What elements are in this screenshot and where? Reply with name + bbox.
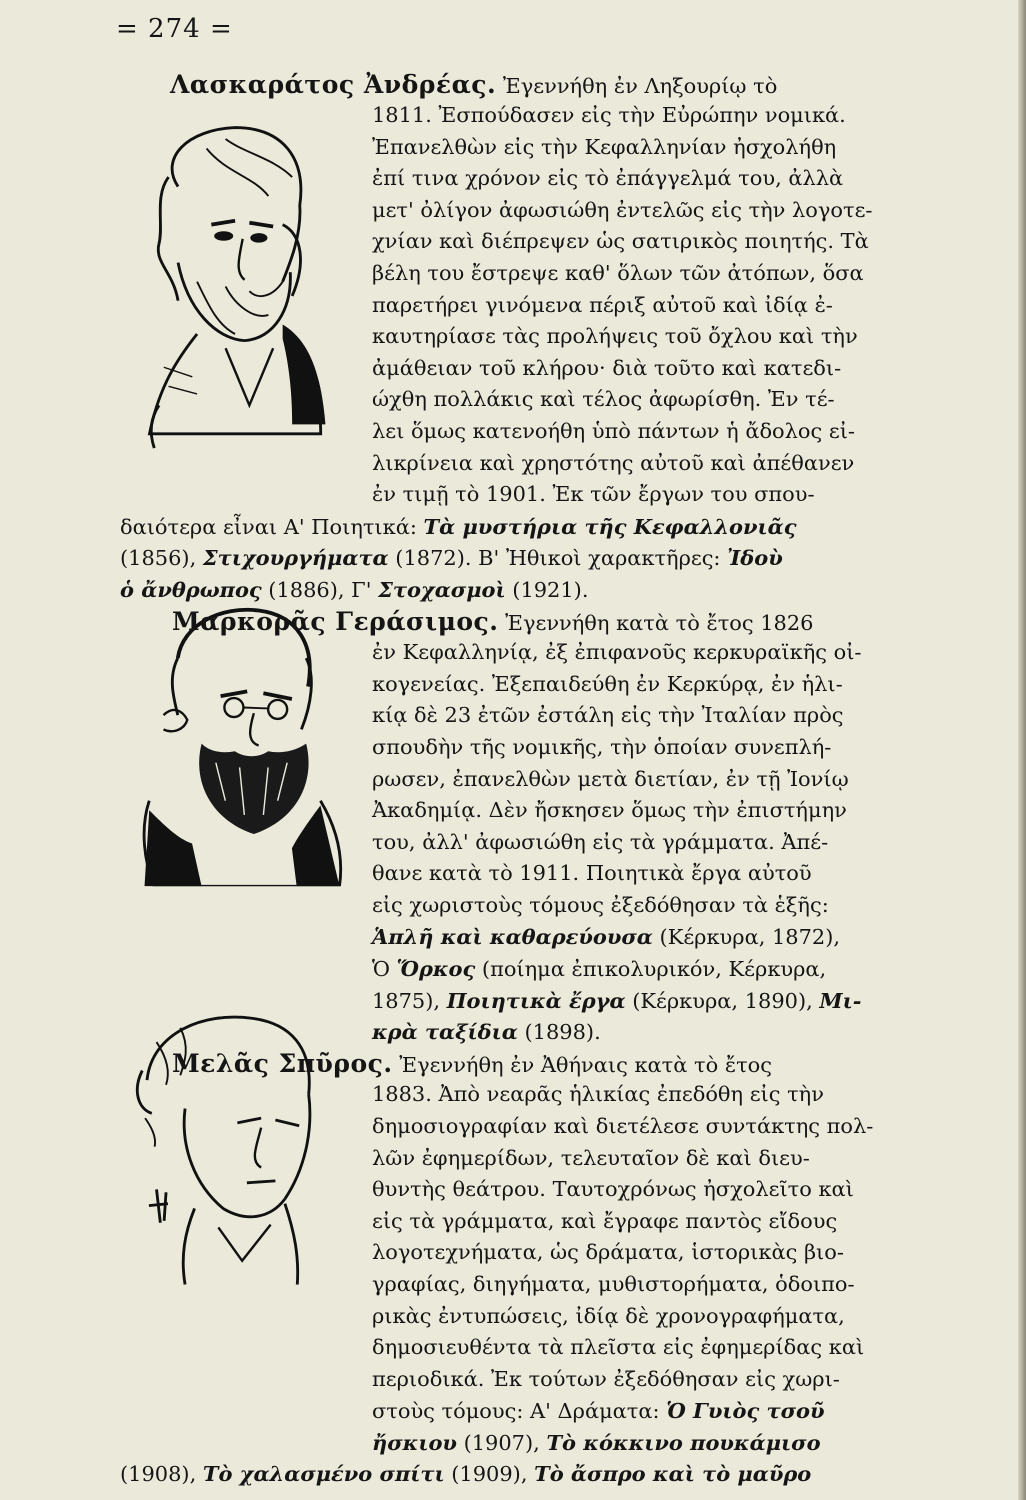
entry-1-line: μετ' ὀλίγον ἀφωσιώθη ἐντελῶς εἰς τὴν λογοτε- <box>372 197 873 222</box>
page-number: = 274 = <box>116 14 233 44</box>
entry-2-line: σπουδὴν τῆς νομικῆς, τὴν ὁποίαν συνεπλή- <box>372 734 832 759</box>
entry-1-line: παρετήρει γινόμενα πέριξ αὐτοῦ καὶ ἰδίᾳ ἐ- <box>372 292 833 317</box>
entry-1-line: βέλη του ἔστρεψε καθ' ὅλων τῶν ἀτόπων, ὅσα <box>372 261 864 285</box>
entry-3-line: λογοτεχνήματα, ὡς δράματα, ἱστορικὰς βιο- <box>372 1240 844 1265</box>
entry-2-line: Ἀκαδημίᾳ. Δὲν ἤσκησεν ὅμως τὴν ἐπιστήμην <box>372 798 847 822</box>
portrait-melas <box>128 1004 337 1289</box>
entry-2-line: ἐν Κεφαλληνίᾳ, ἐξ ἐπιφανοῦς κερκυραϊκῆς οἰ- <box>372 640 862 665</box>
entry-1-line: χνίαν καὶ διέπρεψεν ὡς σατιρικὸς ποιητής. Τὰ <box>372 229 869 254</box>
entry-2-line: κίᾳ δὲ 23 ἐτῶν ἐστάλη εἰς τὴν Ἰταλίαν πρὸς <box>372 703 844 728</box>
entry-1-line: ὁ ἄνθρωπος (1886), Γ' Στοχασμοὶ (1921). <box>120 576 589 602</box>
work-title: Ὅρκος <box>396 956 476 981</box>
entry-1-line: λει ὅμως κατενοήθη ὑπὸ πάντων ἡ ἄδολος εἰ- <box>372 419 855 443</box>
entry-2-line: ρωσεν, ἐπανελθὼν μετὰ διετίαν, ἐν τῇ Ἰονίῳ <box>372 766 849 791</box>
text-span: (1908), <box>120 1462 203 1487</box>
entry-1-line: λικρίνεια καὶ χρηστότης αὐτοῦ καὶ ἀπέθανεν <box>372 450 855 475</box>
entry-3-line-1: Μελᾶς Σπῦρος. Ἐγεννήθη ἐν Ἀθήναις κατὰ τὸ ἔτος <box>172 1048 772 1078</box>
entry-3-line <box>372 1395 825 1426</box>
work-title: Μι- <box>819 987 862 1013</box>
entry-3-line: 1883. Ἀπὸ νεαρᾶς ἡλικίας ἐπεδόθη εἰς τὴν <box>372 1082 824 1107</box>
entry-name-melas: Μελᾶς Σπῦρος. <box>172 1048 393 1078</box>
portrait-markoras <box>135 601 349 886</box>
entry-1-line: καυτηρίασε τὰς προλήψεις τοῦ ὄχλου καὶ τὴν <box>372 324 858 349</box>
work-title: Ἰδοὺ <box>727 545 783 571</box>
entry-3-line: λῶν ἐφημερίδων, τελευταῖον δὲ καὶ διευ- <box>372 1145 810 1170</box>
work-title: ὁ ἄνθρωπος <box>120 576 262 602</box>
entry-3-line: δημοσιευθέντα τὰ πλεῖστα εἰς ἐφημερίδας καὶ <box>372 1335 865 1360</box>
entry-1-line: (1856), Στιχουργήματα (1872). Β' Ἠθικοὶ χαρακτῆρες: Ἰδοὺ <box>120 545 783 571</box>
portrait-laskaratos <box>140 120 330 453</box>
entry-3-line: περιοδικά. Ἐκ τούτων ἐξεδόθησαν εἰς χωρι- <box>372 1366 840 1391</box>
entry-3-line: θυντὴς θεάτρου. Ταυτοχρόνως ἠσχολεῖτο καὶ <box>372 1177 854 1202</box>
entry-2-line: κογενείας. Ἐξεπαιδεύθη ἐν Κερκύρᾳ, ἐν ἡλι- <box>372 671 843 696</box>
entry-1-line-1: Λασκαράτος Ἀνδρέας. Ἐγεννήθη ἐν Ληξουρίῳ τὸ <box>170 69 778 99</box>
entry-1-line: ώχθη πολλάκις καὶ τέλος ἀφωρίσθη. Ἐν τέ- <box>372 387 835 412</box>
entry-1-line: ἐν τιμῇ τὸ 1901. Ἐκ τῶν ἔργων του σπου- <box>372 482 815 507</box>
work-title: Στοχασμοὶ <box>378 576 506 602</box>
entry-3-line: δημοσιογραφίαν καὶ διετέλεσε συντάκτης πολ- <box>372 1113 874 1138</box>
work-title: Ἁπλῆ καὶ καθαρεύουσα <box>372 924 653 950</box>
entry-2-line: κρὰ ταξίδια (1898). <box>372 1019 601 1045</box>
work-title: ἤσκιου <box>372 1429 457 1455</box>
work-title: Στιχουργήματα <box>202 545 389 571</box>
entry-2-line: Ὁ Ὅρκος (ποίημα ἐπικολυρικόν, Κέρκυρα, <box>372 956 827 981</box>
text-span: στοὺς τόμους: Α' Δράματα: <box>372 1399 667 1424</box>
entry-name-laskaratos: Λασκαράτος Ἀνδρέας. <box>170 69 497 99</box>
entry-3-line: ρικὰς ἐντυπώσεις, ἰδίᾳ δὲ χρονογραφήματα, <box>372 1303 845 1328</box>
page-edge-shadow <box>1018 0 1026 1500</box>
entry-1-line: ἀμάθειαν τοῦ κλήρου· διὰ τοῦτο καὶ κατεδι- <box>372 355 842 380</box>
work-title: Ὁ Γυιὸς τσοῦ <box>666 1398 825 1424</box>
entry-2-line-1: Μαρκορᾶς Γεράσιμος. Ἐγεννήθη κατὰ τὸ ἔτος 1826 <box>172 606 814 636</box>
entry-1-line: 1811. Ἐσπούδασεν εἰς τὴν Εὐρώπην νομικά. <box>372 103 846 128</box>
entry-3-line: εἰς τὰ γράμματα, καὶ ἔγραφε παντὸς εἴδους <box>372 1208 838 1233</box>
entry-1-line: Ἐπανελθὼν εἰς τὴν Κεφαλληνίαν ἠσχολήθη <box>372 134 837 159</box>
text-span: (1909), <box>444 1462 535 1487</box>
entry-1-line: ἐπί τινα χρόνον εἰς τὸ ἐπάγγελμά του, ἀλλὰ <box>372 166 844 191</box>
work-title: Τὸ χαλασμένο σπίτι <box>202 1461 445 1487</box>
entry-2-line: 1875), Ποιητικὰ ἔργα (Κέρκυρα, 1890), Μι- <box>372 987 862 1013</box>
work-title: κρὰ ταξίδια <box>372 1019 518 1045</box>
entry-3-line <box>120 1458 811 1489</box>
entry-3-line <box>372 1427 821 1458</box>
work-title: Τὸ κόκκινο πουκάμισο <box>546 1429 821 1455</box>
work-title: Τὸ ἄσπρο καὶ τὸ μαῦρο <box>534 1461 812 1487</box>
entry-name-markoras: Μαρκορᾶς Γεράσιμος. <box>172 606 499 636</box>
entry-3-line: γραφίας, διηγήματα, μυθιστορήματα, ὁδοιπο- <box>372 1271 855 1296</box>
text-span: (1907), <box>456 1430 547 1455</box>
entry-2-line: Ἁπλῆ καὶ καθαρεύουσα (Κέρκυρα, 1872), <box>372 924 841 950</box>
entry-2-line: εἰς χωριστοὺς τόμους ἐξεδόθησαν τὰ ἑξῆς: <box>372 892 829 917</box>
work-title: Τὰ μυστήρια τῆς Κεφαλλονιᾶς <box>423 513 797 539</box>
entry-1-line: δαιότερα εἶναι Α' Ποιητικά: Τὰ μυστήρια τῆς Κεφαλλονιᾶς <box>120 513 797 539</box>
entry-2-line: θανε κατὰ τὸ 1911. Ποιητικὰ ἔργα αὐτοῦ <box>372 861 812 886</box>
entry-2-line: του, ἀλλ' ἀφωσιώθη εἰς τὰ γράμματα. Ἀπέ- <box>372 829 829 854</box>
work-title: Ποιητικὰ ἔργα <box>446 987 626 1013</box>
